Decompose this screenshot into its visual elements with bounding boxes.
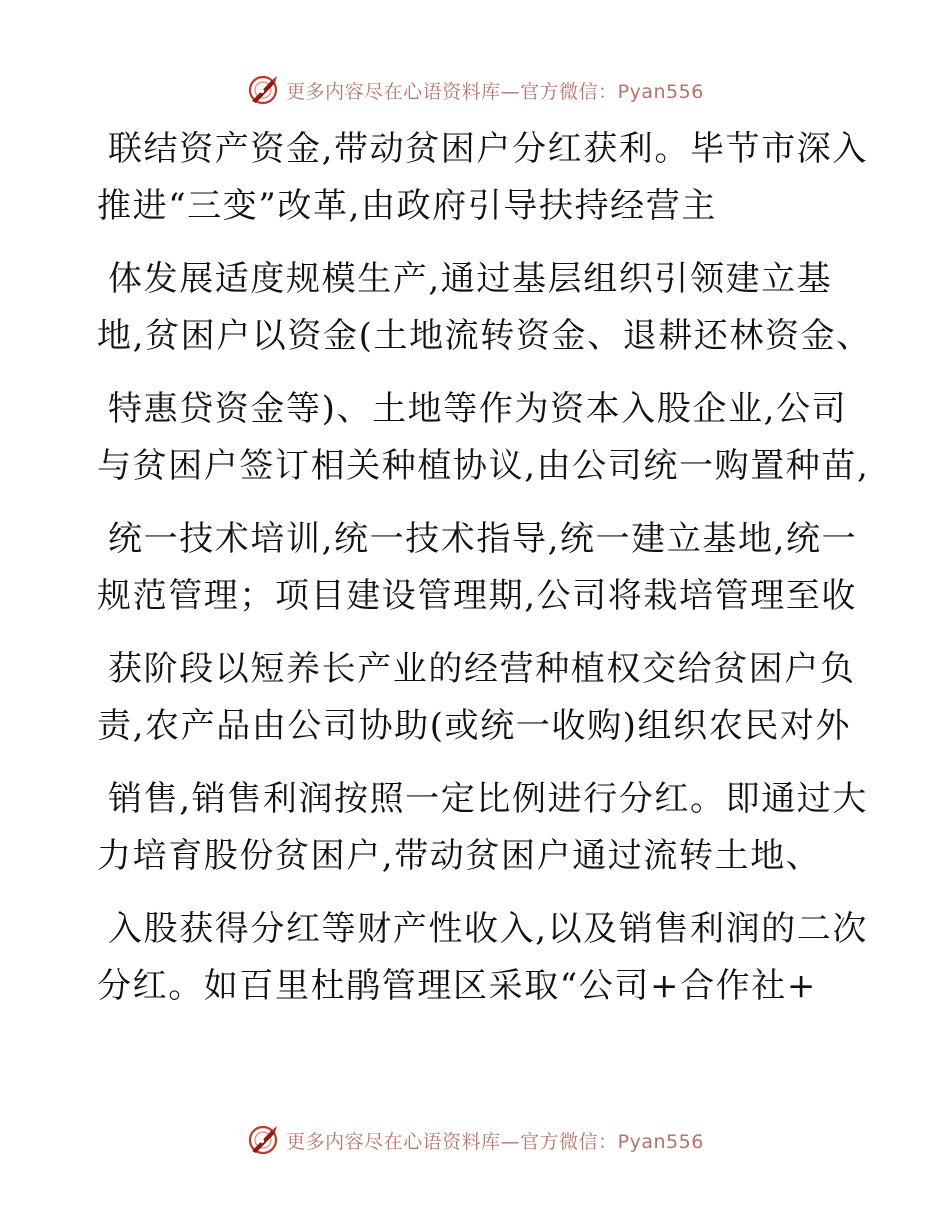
- text-line: 销售,销售利润按照一定比例进行分红。即通过大: [108, 779, 869, 819]
- text-line: 特惠贷资金等)、土地等作为资本入股企业,公司: [108, 389, 848, 429]
- watermark-text: 更多内容尽在心语资料库—官方微信：Pyan556: [286, 1130, 704, 1153]
- quill-seal-logo-icon: [246, 1123, 280, 1157]
- text-line: 推进“三变”改革,由政府引导扶持经营主: [97, 186, 717, 226]
- text-line: 地,贫困户以资金(土地流转资金、退耕还林资金、: [97, 316, 872, 356]
- text-line: 联结资产资金,带动贫困户分红获利。毕节市深入: [108, 129, 869, 169]
- text-line: 分红。如百里杜鹃管理区采取“公司+合作社+: [97, 966, 817, 1006]
- text-line: 与贫困户签订相关种植协议,由公司统一购置种苗,: [97, 446, 870, 486]
- text-line: 入股获得分红等财产性收入,以及销售利润的二次: [108, 909, 869, 949]
- footer-watermark: [0, 1118, 950, 1162]
- text-line: 力培育股份贫困户,带动贫困户通过流转土地、: [97, 836, 822, 876]
- text-line: 体发展适度规模生产,通过基层组织引领建立基: [108, 259, 833, 299]
- text-line: 获阶段以短养长产业的经营种植权交给贫困户负: [108, 649, 856, 689]
- watermark-text: 更多内容尽在心语资料库—官方微信：Pyan556: [286, 80, 704, 103]
- text-line: 规范管理；项目建设管理期,公司将栽培管理至收: [97, 576, 858, 616]
- text-line: 统一技术培训,统一技术指导,统一建立基地,统一: [108, 519, 858, 559]
- text-line: 责,农产品由公司协助(或统一收购)组织农民对外: [97, 706, 852, 746]
